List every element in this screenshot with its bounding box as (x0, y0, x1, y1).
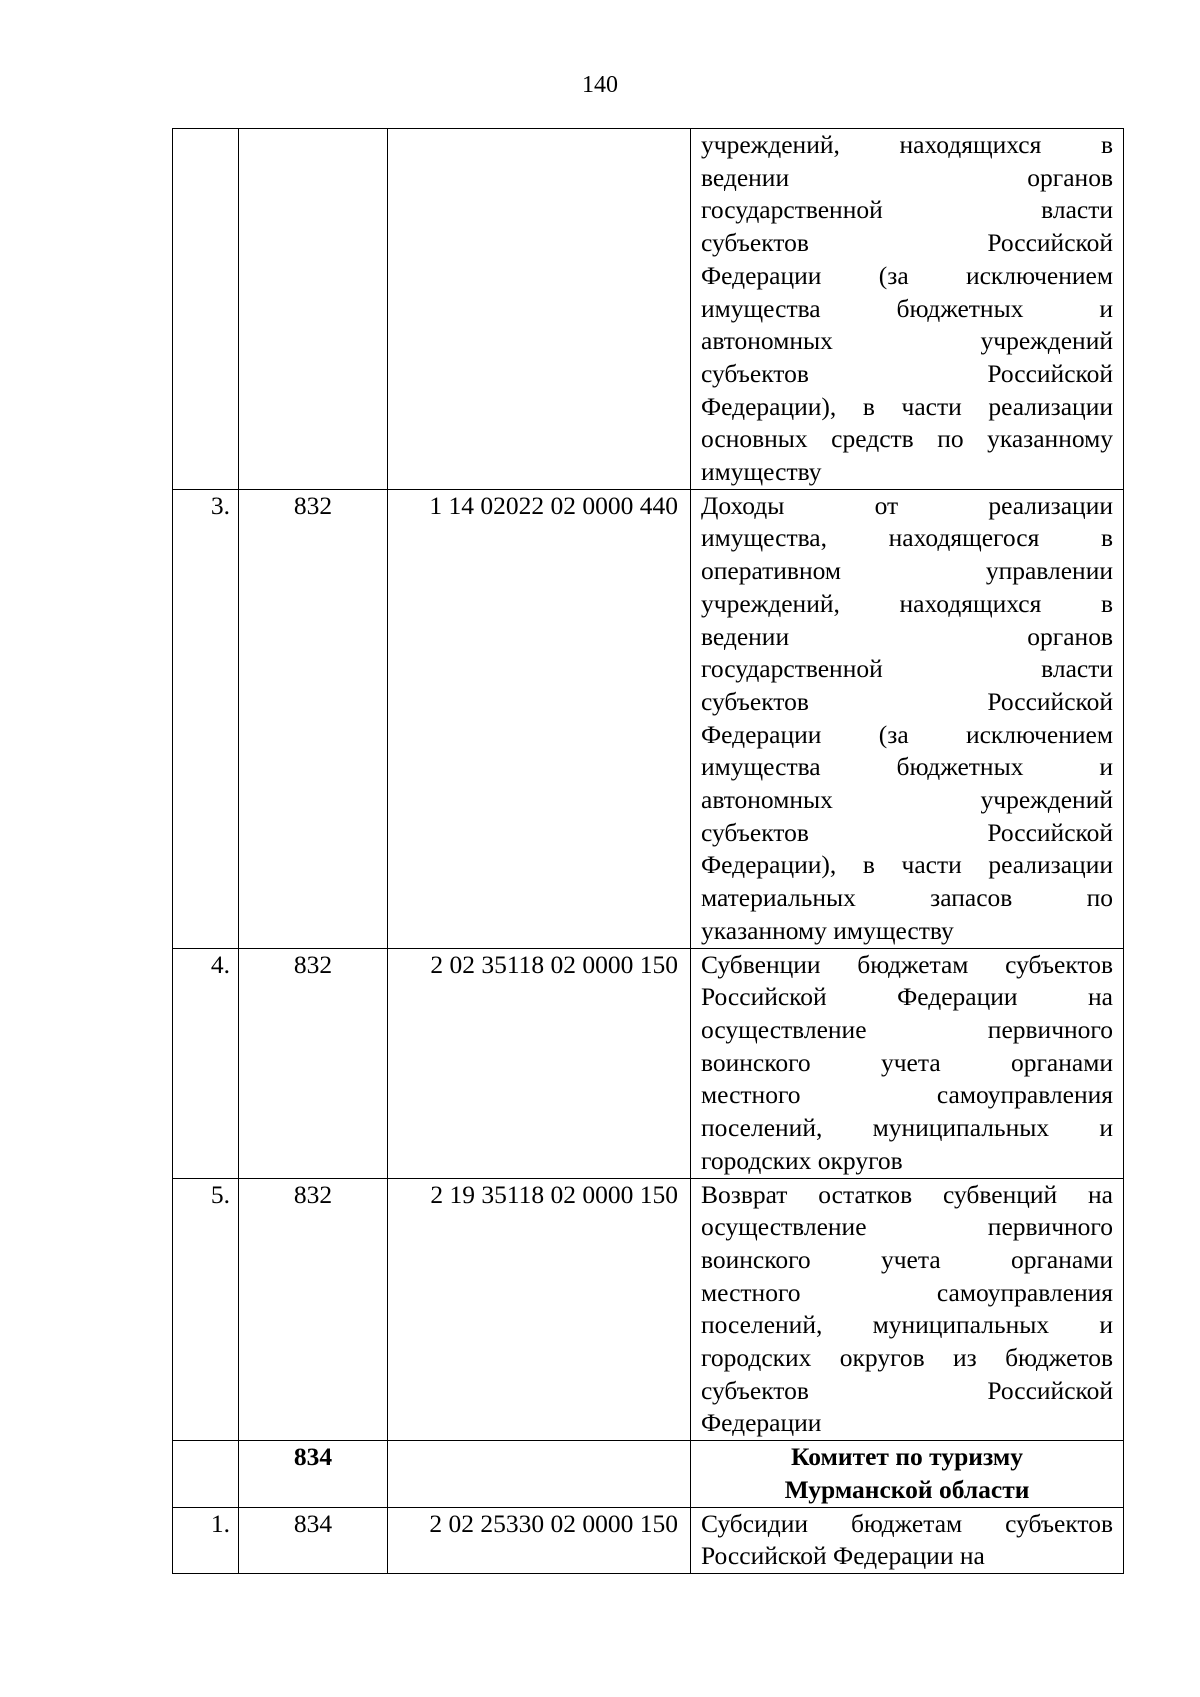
admin-code-cell: 832 (239, 948, 388, 1178)
admin-code-cell: 834 (239, 1507, 388, 1573)
kbk-code-cell: 2 02 25330 02 0000 150 (388, 1507, 691, 1573)
description-line: государственной власти (701, 654, 1113, 684)
admin-code-cell: 832 (239, 489, 388, 948)
section-heading-cell (691, 1441, 1124, 1507)
description-line: Российской Федерации на (701, 1541, 985, 1571)
table-row (173, 489, 1124, 948)
kbk-code-cell (388, 1441, 691, 1507)
description-line: осуществление первичного (701, 1212, 1113, 1242)
row-number-cell: 1. (173, 1507, 239, 1573)
row-number-cell (173, 129, 239, 490)
description-line: Мурманской области (784, 1474, 1030, 1504)
description-cell (691, 129, 1124, 490)
description-line: субъектов Российской (701, 228, 1113, 258)
description-line: имущества бюджетных и (701, 293, 1113, 323)
table-heading-row (173, 1441, 1124, 1507)
row-number-cell (173, 1441, 239, 1507)
description-line: учреждений, находящихся в (701, 130, 1113, 159)
description-line: Субсидии бюджетам субъектов (701, 1508, 1113, 1538)
description-line: Федерации), в части реализации (701, 391, 1113, 421)
table-row (173, 129, 1124, 490)
admin-code-cell (239, 129, 388, 490)
description-line: воинского учета органами (701, 1244, 1113, 1274)
kbk-code-cell: 2 19 35118 02 0000 150 (388, 1178, 691, 1441)
kbk-code-cell: 2 02 35118 02 0000 150 (388, 948, 691, 1178)
description-cell (691, 948, 1124, 1178)
description-line: ведении органов (701, 621, 1113, 651)
admin-code-cell: 832 (239, 1178, 388, 1441)
kbk-code-cell: 1 14 02022 02 0000 440 (388, 489, 691, 948)
description-line: автономных учреждений (701, 785, 1113, 815)
description-line: Доходы от реализации (701, 490, 1113, 520)
description-line: автономных учреждений (701, 326, 1113, 356)
description-line: материальных запасов по (701, 883, 1113, 913)
kbk-code-cell (388, 129, 691, 490)
description-line: Федерации), в части реализации (701, 850, 1113, 880)
description-line: Российской Федерации на (701, 982, 1113, 1012)
description-line: субъектов Российской (701, 817, 1113, 847)
description-line: учреждений, находящихся в (701, 588, 1113, 618)
description-line: городских округов из бюджетов (701, 1343, 1113, 1373)
description-cell (691, 489, 1124, 948)
description-line: Возврат остатков субвенций на (701, 1179, 1113, 1209)
row-number-cell: 3. (173, 489, 239, 948)
table-row (173, 1507, 1124, 1573)
description-line: государственной власти (701, 195, 1113, 225)
description-line: субъектов Российской (701, 358, 1113, 388)
page-number: 140 (582, 72, 618, 98)
description-line: оперативном управлении (701, 556, 1113, 586)
table-row (173, 1178, 1124, 1441)
table-row (173, 948, 1124, 1178)
description-line: имущества, находящегося в (701, 523, 1113, 553)
description-line: имущества бюджетных и (701, 752, 1113, 782)
description-cell (691, 1507, 1124, 1573)
description-line: местного самоуправления (701, 1277, 1113, 1307)
description-line: осуществление первичного (701, 1014, 1113, 1044)
description-line: ведении органов (701, 162, 1113, 192)
description-line: воинского учета органами (701, 1047, 1113, 1077)
description-line: Федерации (за исключением (701, 260, 1113, 290)
description-line: Комитет по туризму (791, 1442, 1023, 1472)
description-line: субъектов Российской (701, 1375, 1113, 1405)
description-line: Субвенции бюджетам субъектов (701, 949, 1113, 979)
description-line: имуществу (701, 457, 822, 487)
description-line: поселений, муниципальных и (701, 1113, 1113, 1143)
description-line: указанному имуществу (701, 915, 954, 945)
revenue-classification-table (172, 128, 1124, 1574)
description-line: субъектов Российской (701, 686, 1113, 716)
description-line: Федерации (701, 1408, 822, 1438)
description-cell (691, 1178, 1124, 1441)
description-line: основных средств по указанному (701, 424, 1113, 454)
admin-code-cell: 834 (239, 1441, 388, 1507)
row-number-cell: 4. (173, 948, 239, 1178)
description-line: Федерации (за исключением (701, 719, 1113, 749)
row-number-cell: 5. (173, 1178, 239, 1441)
description-line: городских округов (701, 1145, 903, 1175)
description-line: местного самоуправления (701, 1080, 1113, 1110)
table-body (173, 129, 1124, 1574)
description-line: поселений, муниципальных и (701, 1310, 1113, 1340)
